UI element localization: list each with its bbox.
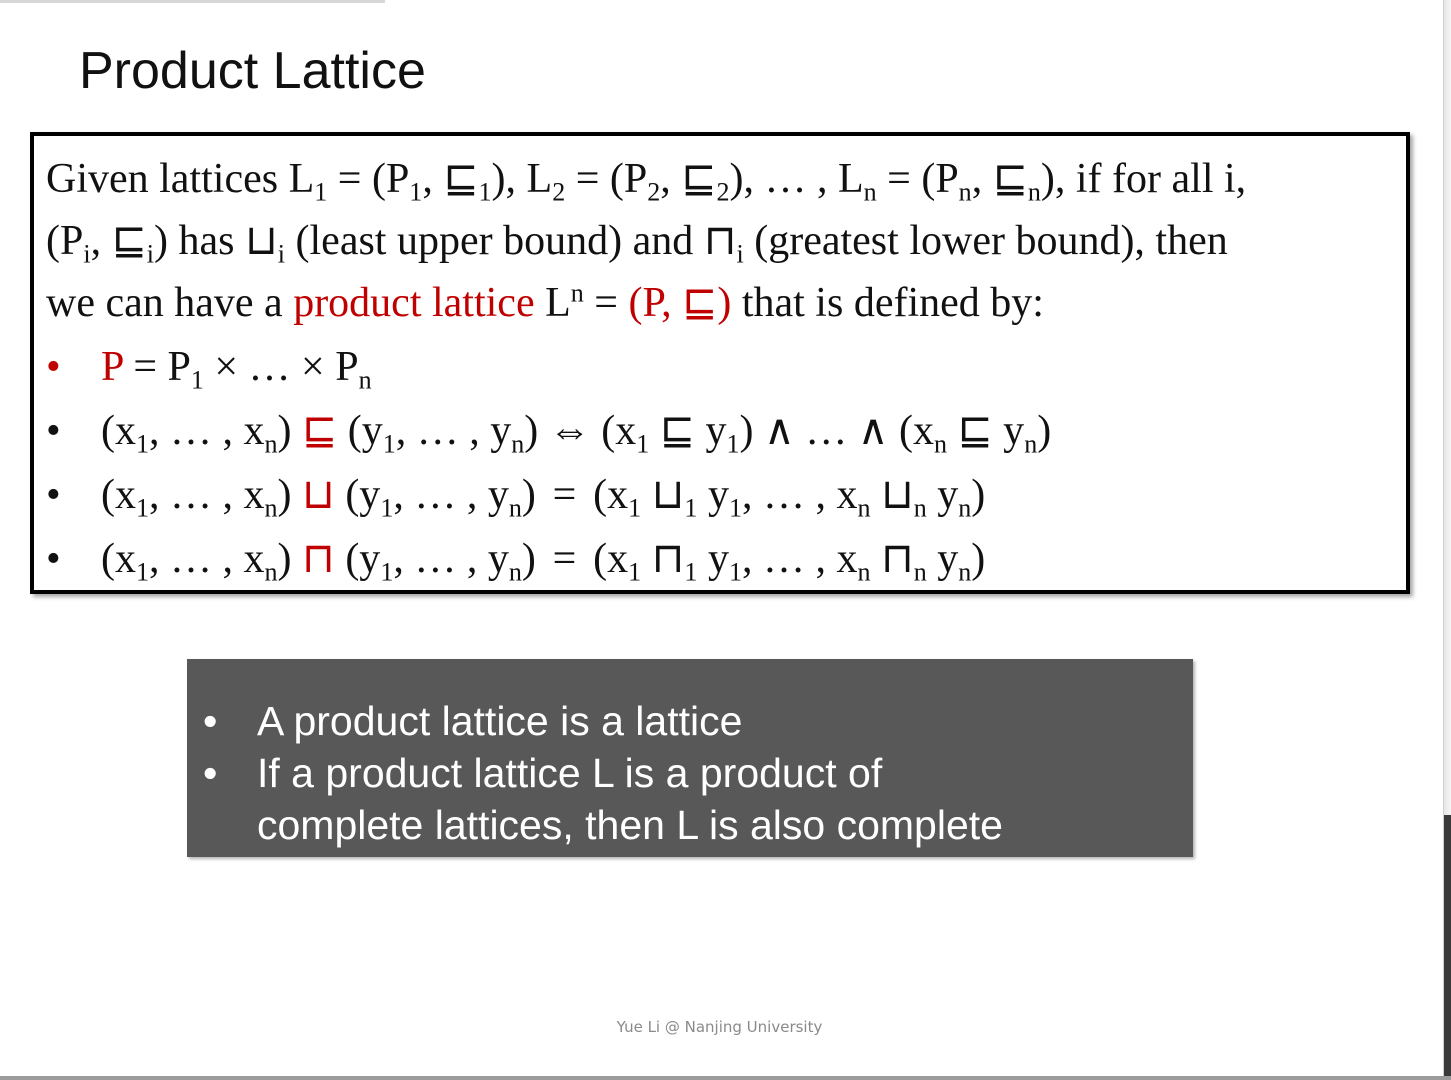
definition-bullet-3: ($x_1$, … , $x_n$) ⊔ ($y_1$, … , $y_n) = (x_1$ $⊔_1$ $y_1$, … , $x_n$ $⊔_n$ $y_n$) <box>101 472 986 523</box>
window-bottom-edge <box>0 1076 1451 1080</box>
definition-bullet-2: ($x_1$, … , $x_n$) ⊑ ($y_1$, … , $y_n$) ⇔ ($x_1$ ⊑ $y_1$) ∧ … ∧ ($x_n$ ⊑ $y_n$) <box>101 408 1052 459</box>
top-bar <box>0 0 385 3</box>
definition-bullet-1: $P = P_1$ × … × $P_n$ <box>101 344 372 395</box>
window-right-edge-dark <box>1444 815 1451 1080</box>
definition-line-1: Given lattices $L_1 = (P_1$, $⊑_1$), $L_2 = (P_2$, $⊑_2$), … , $L_n = (P_n$, $⊑_n$), if for all i, <box>46 156 1247 207</box>
definition-line-3: we can have a product lattice $L^n = (P$, ⊑) that is defined by: <box>46 278 1044 326</box>
notes-item-2-line-1: If a product lattice L is a product of <box>257 750 883 796</box>
notes-bullet-dot: • <box>203 750 218 796</box>
bullet-dot: • <box>46 408 61 454</box>
notes-bullet-dot: • <box>203 698 218 744</box>
slide-title: Product Lattice <box>79 42 426 100</box>
bullet-dot: • <box>46 472 61 518</box>
slide-footer: Yue Li @ Nanjing University <box>616 1018 823 1036</box>
definition-bullet-4: ($x_1$, … , $x_n$) ⊓ ($y_1$, … , $y_n) = (x_1$ $⊓_1$ $y_1$, … , $x_n$ $⊓_n$ $y_n$) <box>101 536 986 587</box>
product-lattice-pair: (P, ⊑) <box>628 280 732 326</box>
notes-item-1: A product lattice is a lattice <box>257 698 743 744</box>
bullet-dot: • <box>46 344 61 390</box>
product-lattice-term: product lattice <box>293 280 535 326</box>
definition-line-2: ($P_i$, $⊑_i$) has $⊔_i$ (least upper bound) and $⊓_i$ (greatest lower bound), then <box>46 218 1228 269</box>
notes-box <box>187 659 1193 857</box>
bullet-dot: • <box>46 536 61 582</box>
definition-box <box>30 132 1410 594</box>
notes-item-2-line-2: complete lattices, then L is also complete <box>257 802 1003 848</box>
